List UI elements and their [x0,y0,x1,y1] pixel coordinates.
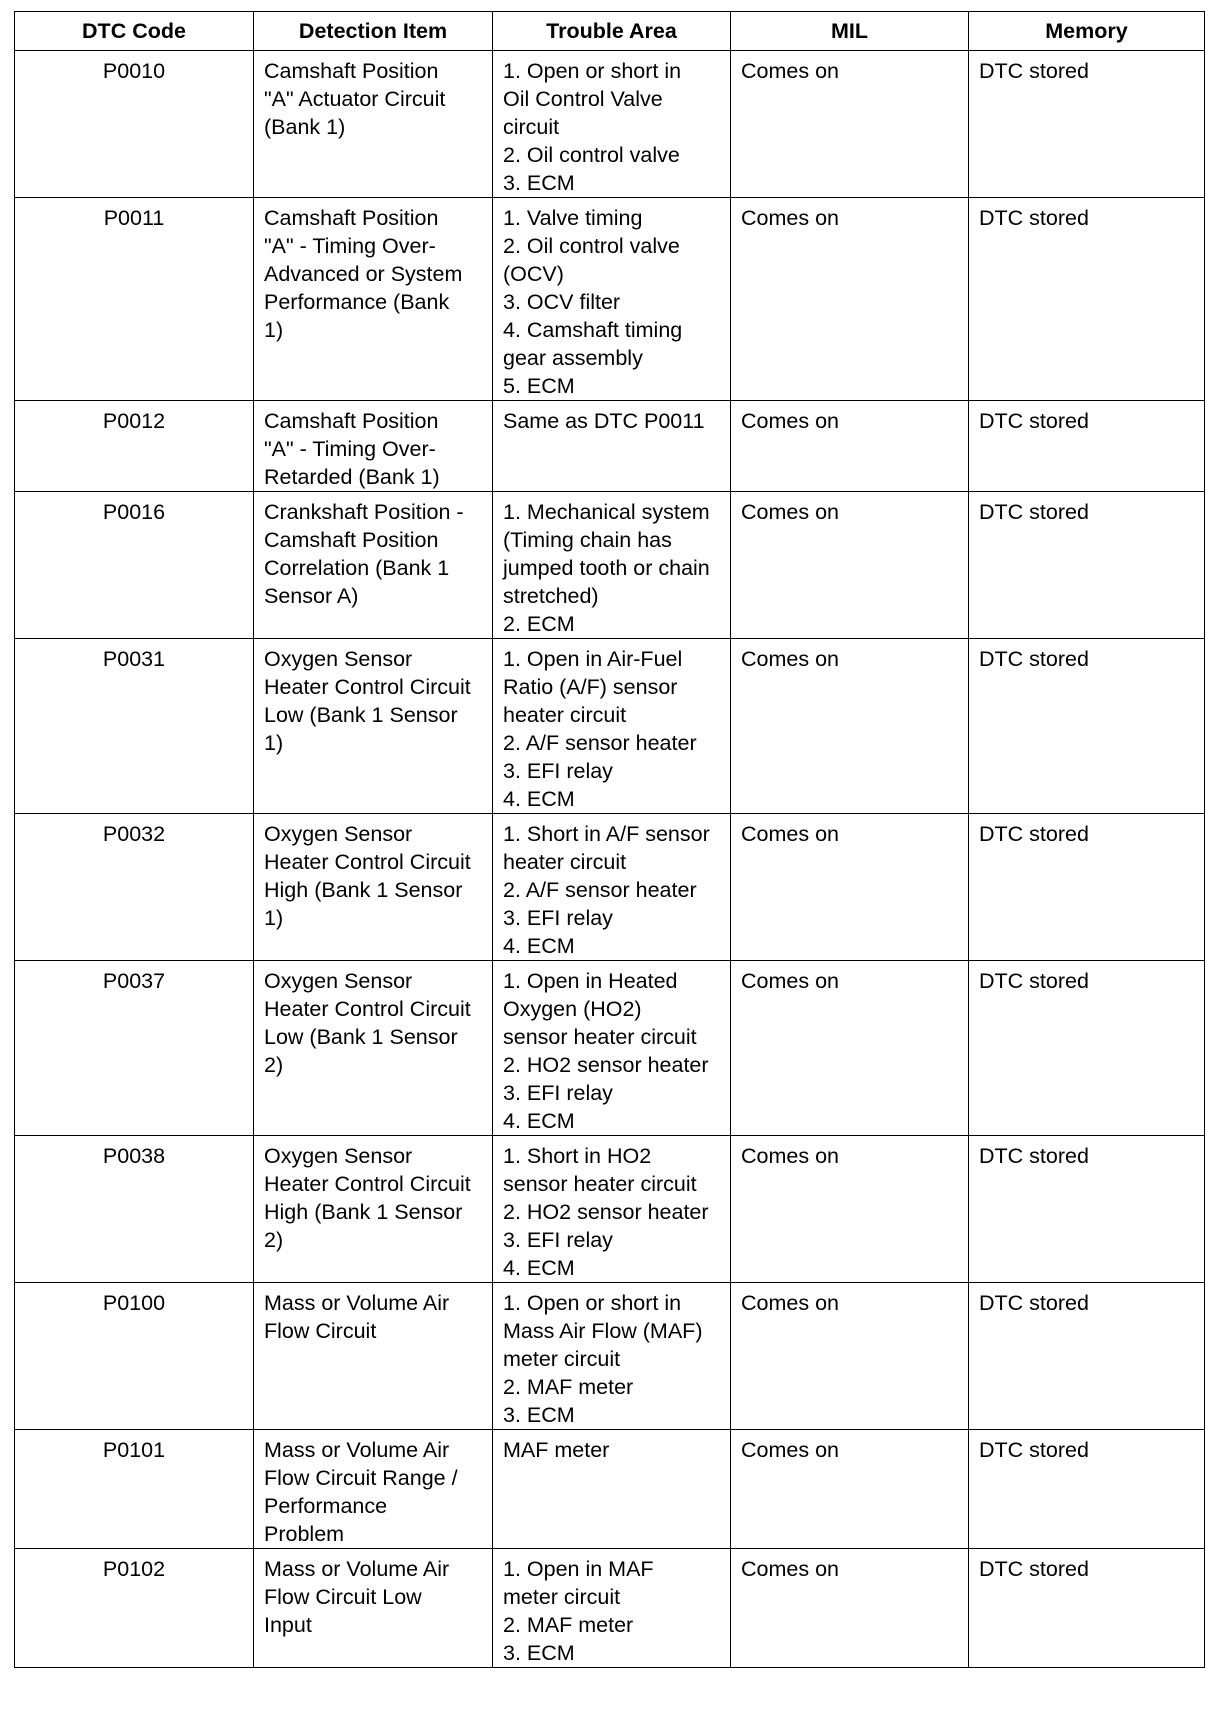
table-row [15,51,1205,198]
detection-item-line: Advanced or System [264,262,463,286]
table-row [15,639,1205,814]
dtc-code-cell: P0011 [15,198,254,401]
detection-item-cell [254,401,493,492]
trouble-area-line: 4. ECM [503,1256,575,1280]
trouble-area-line: Oxygen (HO2) [503,997,642,1021]
detection-item-line: Flow Circuit Low [264,1585,422,1609]
table-row [15,814,1205,961]
trouble-area-cell [493,492,731,639]
trouble-area-line: Mass Air Flow (MAF) [503,1319,703,1343]
detection-item-cell [254,1430,493,1549]
trouble-area-line: 1. Short in HO2 [503,1144,652,1168]
trouble-area-line: stretched) [503,584,599,608]
detection-item-line: Retarded (Bank 1) [264,465,440,489]
mil-cell: Comes on [731,1430,969,1549]
detection-item-cell [254,51,493,198]
detection-item-line: Oxygen Sensor [264,822,413,846]
detection-item-line: "A" - Timing Over- [264,234,436,258]
mil-cell: Comes on [731,1549,969,1668]
detection-item-cell [254,961,493,1136]
memory-cell: DTC stored [969,1430,1205,1549]
detection-item-line: Mass or Volume Air [264,1557,450,1581]
detection-item-line: Camshaft Position [264,528,439,552]
detection-item-line: Oxygen Sensor [264,647,413,671]
header-mil: MIL [731,12,969,51]
header-dtc-code: DTC Code [15,12,254,51]
trouble-area-line: jumped tooth or chain [503,556,710,580]
detection-item-line: Low (Bank 1 Sensor [264,1025,458,1049]
trouble-area-line: 2. MAF meter [503,1613,634,1637]
trouble-area-line: MAF meter [503,1438,610,1462]
detection-item-cell [254,1136,493,1283]
dtc-code-cell: P0012 [15,401,254,492]
trouble-area-line: 1. Short in A/F sensor [503,822,710,846]
detection-item-line: Oxygen Sensor [264,1144,413,1168]
mil-cell: Comes on [731,51,969,198]
table-row [15,1283,1205,1430]
trouble-area-line: Same as DTC P0011 [503,409,705,433]
detection-item-cell [254,1549,493,1668]
mil-cell: Comes on [731,639,969,814]
trouble-area-line: 4. ECM [503,787,575,811]
trouble-area-line: heater circuit [503,850,627,874]
trouble-area-line: 2. HO2 sensor heater [503,1200,709,1224]
dtc-code-cell: P0010 [15,51,254,198]
detection-item-line: Camshaft Position [264,206,439,230]
memory-cell: DTC stored [969,961,1205,1136]
trouble-area-line: (OCV) [503,262,564,286]
detection-item-line: Oxygen Sensor [264,969,413,993]
table-row [15,492,1205,639]
mil-cell: Comes on [731,198,969,401]
trouble-area-cell [493,961,731,1136]
trouble-area-line: 3. EFI relay [503,759,613,783]
memory-cell: DTC stored [969,1549,1205,1668]
detection-item-line: Flow Circuit Range / [264,1466,458,1490]
trouble-area-cell [493,1283,731,1430]
table-row [15,198,1205,401]
table-body [15,51,1205,1668]
trouble-area-cell [493,1136,731,1283]
memory-cell: DTC stored [969,814,1205,961]
trouble-area-line: 1. Open in Air-Fuel [503,647,683,671]
trouble-area-line: 4. Camshaft timing [503,318,683,342]
trouble-area-line: (Timing chain has [503,528,672,552]
trouble-area-line: 2. Oil control valve [503,234,680,258]
trouble-area-line: heater circuit [503,703,627,727]
detection-item-line: Problem [264,1522,345,1546]
detection-item-line: Correlation (Bank 1 [264,556,450,580]
detection-item-line: 2) [264,1053,284,1077]
trouble-area-line: 4. ECM [503,934,575,958]
detection-item-line: Low (Bank 1 Sensor [264,703,458,727]
dtc-code-cell: P0031 [15,639,254,814]
trouble-area-cell [493,1430,731,1549]
trouble-area-line: 2. MAF meter [503,1375,634,1399]
trouble-area-line: 2. A/F sensor heater [503,731,697,755]
table-row [15,961,1205,1136]
header-memory: Memory [969,12,1205,51]
detection-item-line: (Bank 1) [264,115,346,139]
mil-cell: Comes on [731,492,969,639]
detection-item-line: Mass or Volume Air [264,1291,450,1315]
trouble-area-cell [493,639,731,814]
detection-item-line: Heater Control Circuit [264,997,471,1021]
trouble-area-line: 4. ECM [503,1109,575,1133]
trouble-area-cell [493,1549,731,1668]
detection-item-line: Camshaft Position [264,59,439,83]
trouble-area-line: 2. HO2 sensor heater [503,1053,709,1077]
table-row [15,401,1205,492]
trouble-area-line: circuit [503,115,560,139]
header-trouble-area: Trouble Area [493,12,731,51]
trouble-area-line: 3. EFI relay [503,1228,613,1252]
trouble-area-line: 3. ECM [503,1641,575,1665]
mil-cell: Comes on [731,961,969,1136]
mil-cell: Comes on [731,401,969,492]
table-row [15,1430,1205,1549]
detection-item-cell [254,639,493,814]
detection-item-cell [254,198,493,401]
dtc-code-cell: P0037 [15,961,254,1136]
trouble-area-line: 3. EFI relay [503,1081,613,1105]
memory-cell: DTC stored [969,1283,1205,1430]
mil-cell: Comes on [731,1283,969,1430]
trouble-area-line: 3. ECM [503,1403,575,1427]
trouble-area-line: 2. ECM [503,612,575,636]
dtc-code-cell: P0038 [15,1136,254,1283]
trouble-area-line: 3. ECM [503,171,575,195]
header-detection-item: Detection Item [254,12,493,51]
memory-cell: DTC stored [969,492,1205,639]
memory-cell: DTC stored [969,639,1205,814]
mil-cell: Comes on [731,814,969,961]
trouble-area-line: 3. OCV filter [503,290,621,314]
trouble-area-cell [493,814,731,961]
trouble-area-line: sensor heater circuit [503,1025,697,1049]
dtc-code-cell: P0100 [15,1283,254,1430]
trouble-area-line: Oil Control Valve [503,87,663,111]
detection-item-line: Performance (Bank [264,290,450,314]
memory-cell: DTC stored [969,1136,1205,1283]
trouble-area-cell [493,198,731,401]
detection-item-cell [254,814,493,961]
detection-item-line: High (Bank 1 Sensor [264,1200,463,1224]
trouble-area-line: meter circuit [503,1585,621,1609]
trouble-area-line: 1. Valve timing [503,206,643,230]
detection-item-line: 2) [264,1228,284,1252]
detection-item-line: 1) [264,906,284,930]
detection-item-line: Heater Control Circuit [264,850,471,874]
trouble-area-cell [493,51,731,198]
detection-item-line: "A" Actuator Circuit [264,87,446,111]
detection-item-line: Mass or Volume Air [264,1438,450,1462]
trouble-area-line: 5. ECM [503,374,575,398]
detection-item-cell [254,492,493,639]
detection-item-line: 1) [264,731,284,755]
trouble-area-line: 1. Mechanical system [503,500,710,524]
mil-cell: Comes on [731,1136,969,1283]
table-row [15,1136,1205,1283]
trouble-area-line: 2. Oil control valve [503,143,680,167]
memory-cell: DTC stored [969,198,1205,401]
dtc-code-cell: P0032 [15,814,254,961]
trouble-area-line: sensor heater circuit [503,1172,697,1196]
detection-item-line: Heater Control Circuit [264,1172,471,1196]
detection-item-line: "A" - Timing Over- [264,437,436,461]
trouble-area-line: 3. EFI relay [503,906,613,930]
detection-item-cell [254,1283,493,1430]
trouble-area-line: gear assembly [503,346,643,370]
trouble-area-line: 1. Open or short in [503,59,682,83]
trouble-area-cell [493,401,731,492]
trouble-area-line: 1. Open or short in [503,1291,682,1315]
trouble-area-line: Ratio (A/F) sensor [503,675,678,699]
trouble-area-line: meter circuit [503,1347,621,1371]
detection-item-line: Flow Circuit [264,1319,377,1343]
detection-item-line: Input [264,1613,312,1637]
dtc-code-cell: P0102 [15,1549,254,1668]
detection-item-line: Crankshaft Position - [264,500,464,524]
trouble-area-line: 2. A/F sensor heater [503,878,697,902]
dtc-code-cell: P0016 [15,492,254,639]
trouble-area-line: 1. Open in Heated [503,969,678,993]
detection-item-line: Heater Control Circuit [264,675,471,699]
memory-cell: DTC stored [969,401,1205,492]
detection-item-line: Performance [264,1494,388,1518]
header-row [15,12,1205,51]
memory-cell: DTC stored [969,51,1205,198]
trouble-area-line: 1. Open in MAF [503,1557,654,1581]
dtc-table [14,11,1205,1668]
detection-item-line: High (Bank 1 Sensor [264,878,463,902]
detection-item-line: Sensor A) [264,584,359,608]
detection-item-line: Camshaft Position [264,409,439,433]
dtc-code-cell: P0101 [15,1430,254,1549]
detection-item-line: 1) [264,318,284,342]
table-row [15,1549,1205,1668]
